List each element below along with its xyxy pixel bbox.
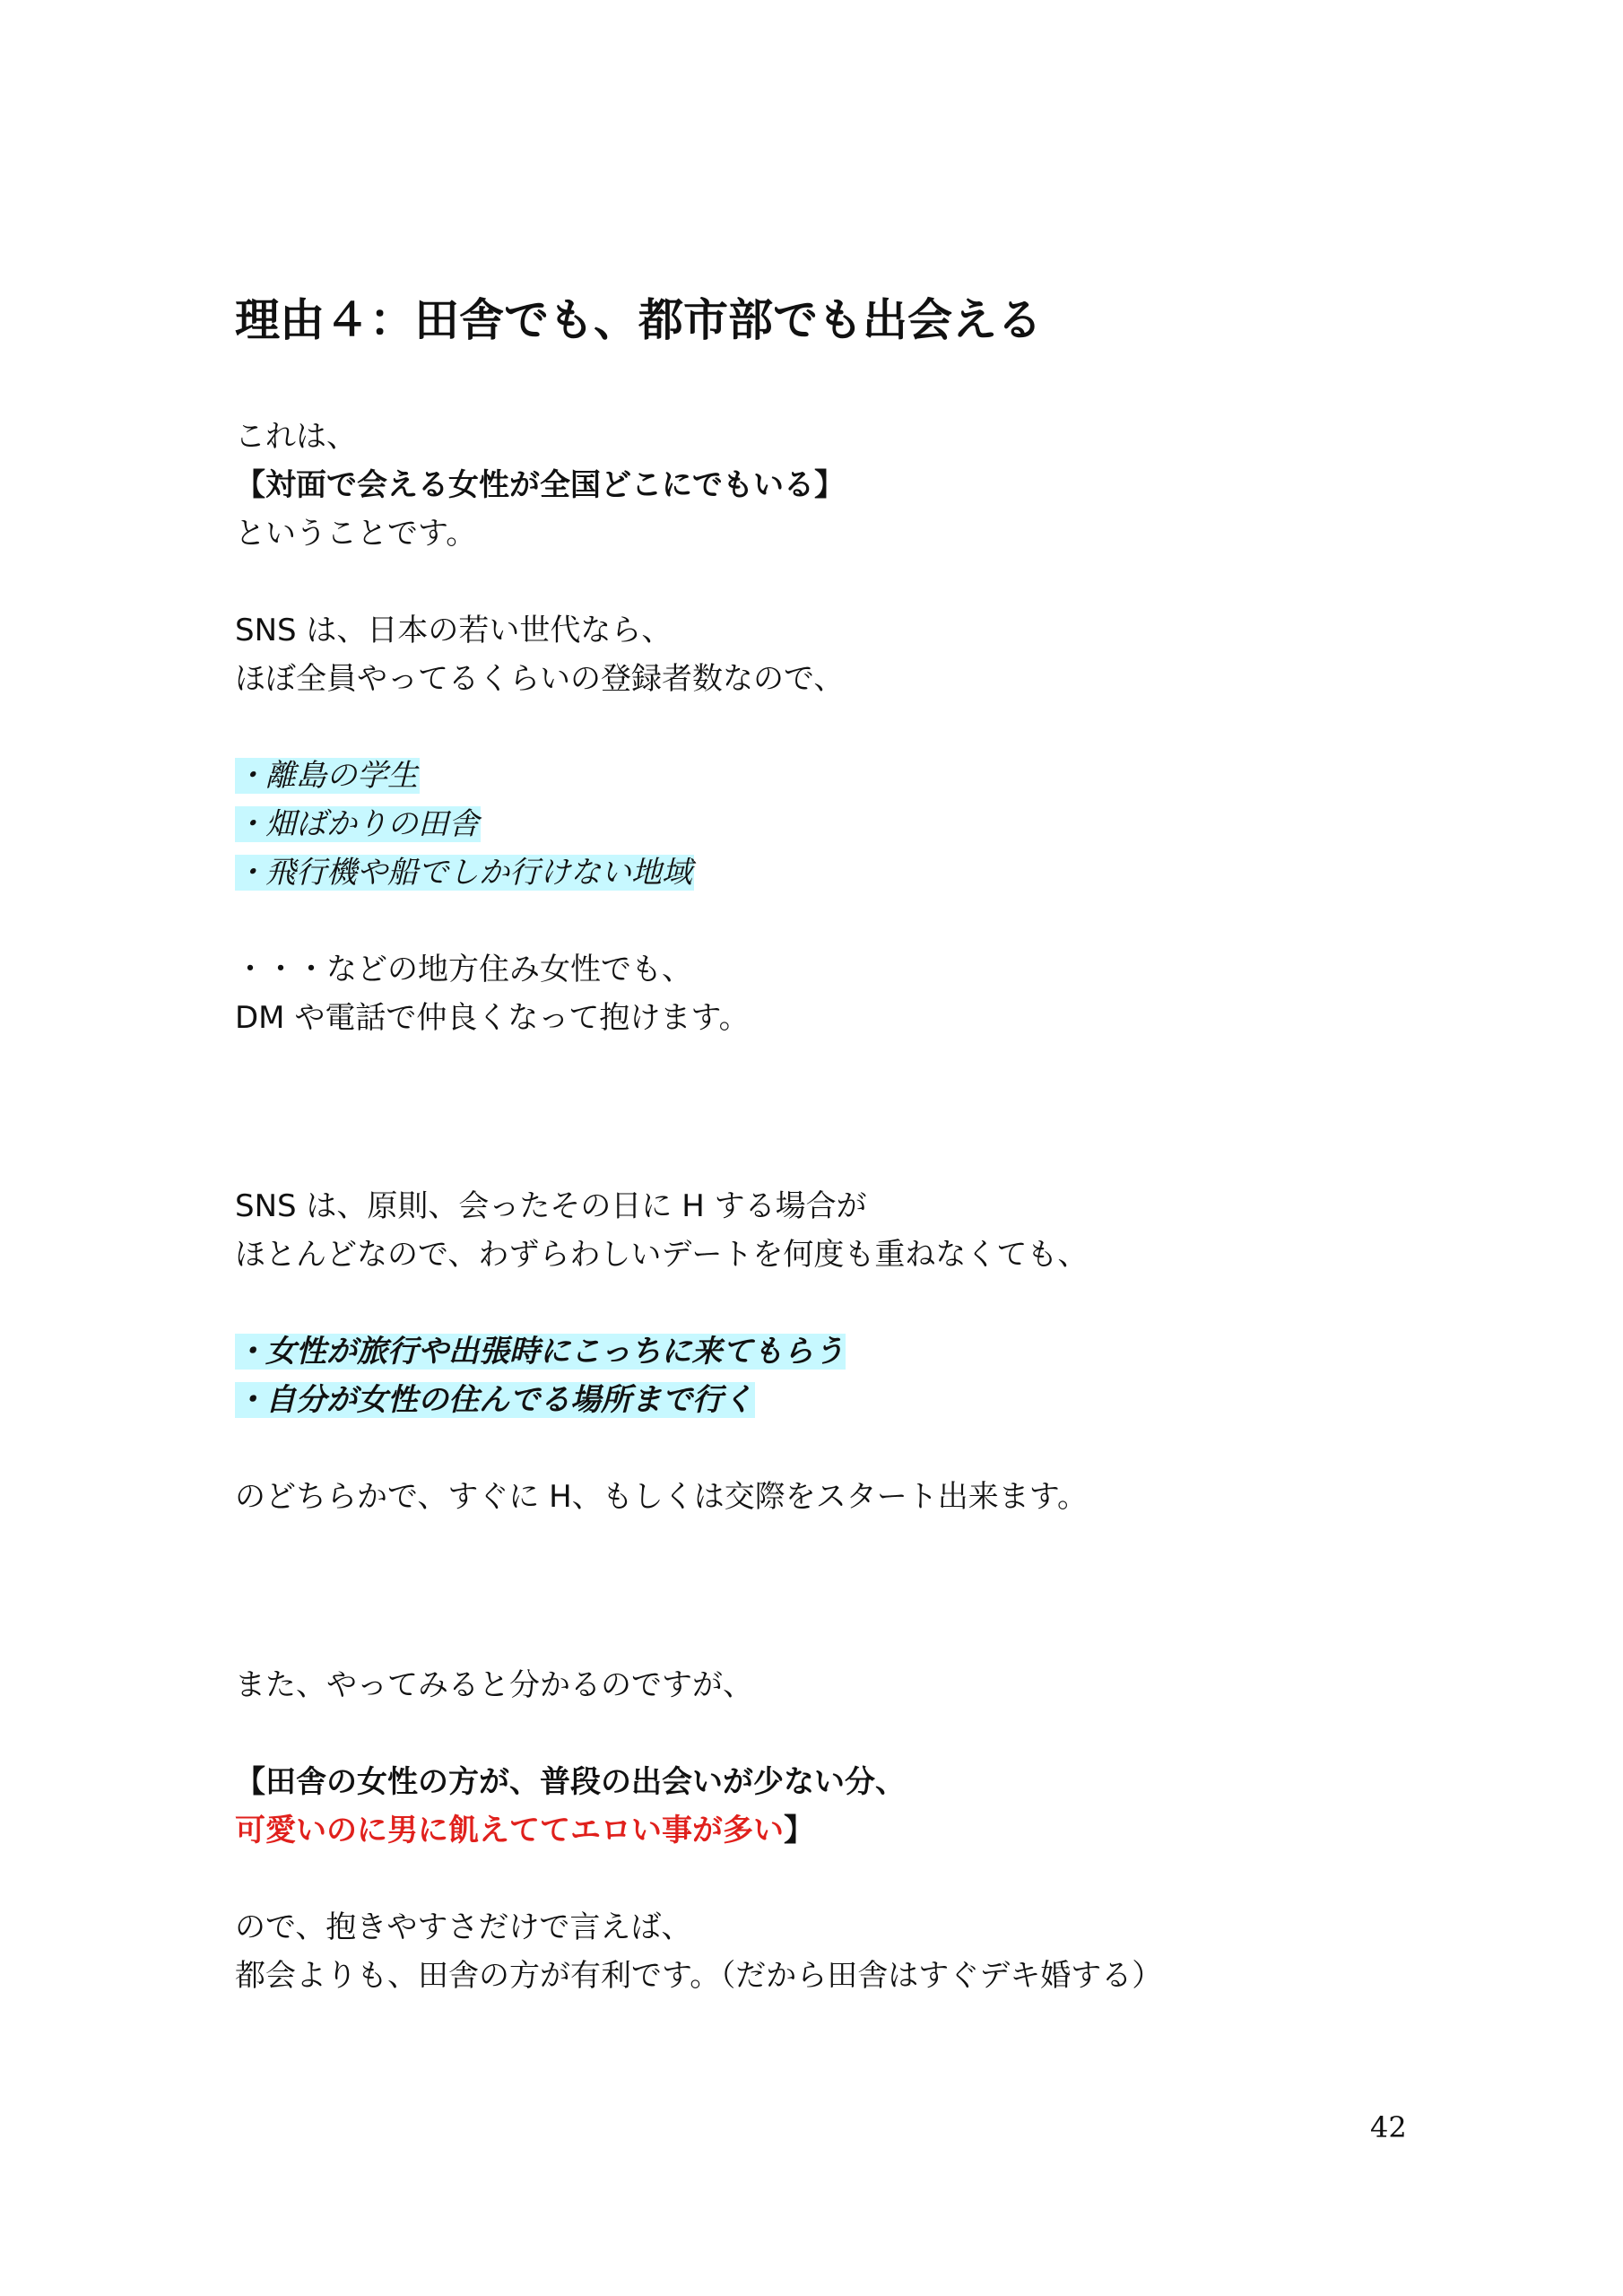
paragraph-line: ・・・などの地方住み女性でも、	[235, 952, 692, 987]
paragraph-line: のどちらかで、すぐに H、もしくは交際をスタート出来ます。	[235, 1479, 1088, 1515]
bold-statement: 【田舎の女性の方が、普段の出会いが少ない分、	[235, 1764, 906, 1800]
highlighted-list-item	[235, 1327, 846, 1376]
paragraph-line: ので、抱きやすさだけで言えば、	[235, 1909, 692, 1945]
highlight-text: ・女性が旅行や出張時にこっちに来てもらう	[235, 1334, 845, 1370]
paragraph-line: ほぼ全員やってるくらいの登録者数なので、	[235, 661, 845, 697]
closing-bracket: 】	[784, 1813, 814, 1848]
highlighted-list-item	[235, 800, 481, 848]
highlight-text: ・離島の学生	[235, 758, 418, 794]
paragraph-line: これは、	[235, 419, 357, 455]
highlight-text: ・畑ばかりの田舎	[235, 806, 479, 842]
bold-statement: 【対面で会える女性が全国どこにでもいる】	[235, 467, 845, 503]
section-heading: 理由４：田舎でも、都市部でも出会える	[235, 294, 1042, 346]
page-number: 42	[1370, 2110, 1407, 2144]
highlighted-list-item	[235, 848, 694, 897]
highlighted-list-item	[235, 752, 420, 800]
highlight-text: ・自分が女性の住んでる場所まで行く	[235, 1382, 753, 1418]
highlight-text: ・飛行機や船でしか行けない地域	[235, 855, 692, 891]
highlighted-list-item	[235, 1376, 755, 1424]
paragraph-line: ほとんどなので、わずらわしいデートを何度も重ねなくても、	[235, 1237, 1089, 1273]
bold-statement	[235, 1806, 814, 1855]
red-emphasis: 可愛いのに男に飢えててエロい事が多い	[235, 1813, 784, 1848]
paragraph-line: 都会よりも、田舎の方が有利です。（だから田舎はすぐデキ婚する）	[235, 1958, 1163, 1994]
paragraph-line: また、やってみると分かるのですが、	[235, 1667, 753, 1703]
paragraph-line: SNS は、原則、会ったその日に H する場合が	[235, 1188, 867, 1224]
paragraph-line: DM や電話で仲良くなって抱けます。	[235, 1000, 750, 1036]
paragraph-line: ということです。	[235, 516, 477, 552]
paragraph-line: SNS は、日本の若い世代なら、	[235, 613, 673, 648]
